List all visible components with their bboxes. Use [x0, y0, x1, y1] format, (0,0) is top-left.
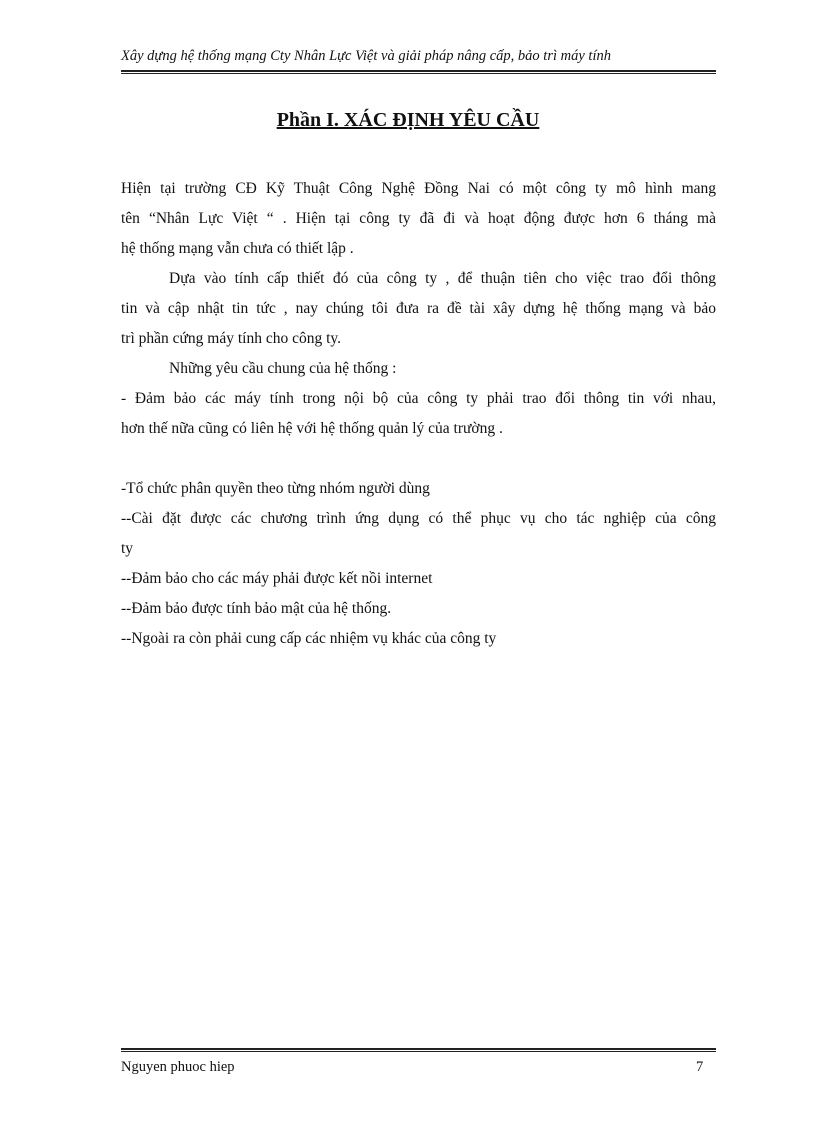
page-number: 7	[696, 1059, 704, 1075]
body-line: Những yêu cầu chung của hệ thống :	[169, 360, 397, 377]
body-line: Dựa vào tính cấp thiết đó của công ty , để thuận tiên cho việc trao đổi thông	[169, 270, 716, 287]
running-header: Xây dựng hệ thống mạng Cty Nhân Lực Việt và giải pháp nâng cấp, bảo trì máy tính	[121, 48, 611, 64]
header-rule	[121, 70, 716, 74]
body-line: ty	[121, 540, 134, 557]
body-line: --Cài đặt được các chương trình ứng dụng có thể phục vụ cho tác nghiệp của công	[121, 510, 716, 527]
body-line: Hiện tại trường CĐ Kỹ Thuật Công Nghệ Đồng Nai có một công ty mô hình mang	[121, 180, 716, 197]
body-line: --Đảm bảo cho các máy phải được kết nồi internet	[121, 570, 433, 587]
body-line: tin và cập nhật tin tức , nay chúng tôi đưa ra đề tài xây dựng hệ thống mạng và bảo	[121, 300, 716, 317]
body-line: --Đảm bảo được tính bảo mật của hệ thống.	[121, 600, 392, 617]
body-line: tên “Nhân Lực Việt “ . Hiện tại công ty đã đi và hoạt động được hơn 6 tháng mà	[121, 210, 716, 227]
footer-author: Nguyen phuoc hiep	[121, 1059, 235, 1075]
footer-rule	[121, 1048, 716, 1052]
section-title-text: Phần I. XÁC ĐỊNH YÊU CẦU	[276, 109, 540, 131]
body-line: - Đảm bảo các máy tính trong nội bộ của công ty phải trao đổi thông tin với nhau,	[121, 390, 716, 407]
section-title	[0, 109, 816, 132]
body-line: hơn thế nữa cũng có liên hệ với hệ thống quản lý của trường .	[121, 420, 503, 437]
body-line: -Tổ chức phân quyền theo từng nhóm người dùng	[121, 480, 430, 497]
body-line: hệ thống mạng vẫn chưa có thiết lập .	[121, 240, 354, 257]
body-line: trì phần cứng máy tính cho công ty.	[121, 330, 342, 347]
body-line: --Ngoài ra còn phải cung cấp các nhiệm vụ khác của công ty	[121, 630, 497, 647]
